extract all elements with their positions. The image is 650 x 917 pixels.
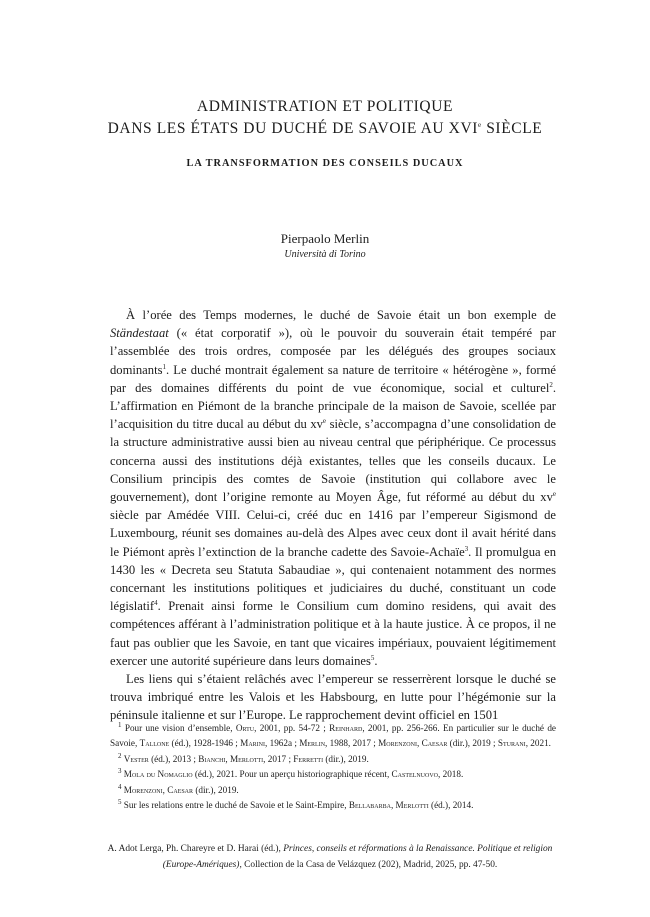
article-subtitle: LA TRANSFORMATION DES CONSEILS DUCAUX: [186, 158, 464, 169]
paragraph-2: Les liens qui s’étaient relâchés avec l’empereur se resserrèrent lorsque le duché se trouva imbriqué entre les Valois et les Habsbourg, en lutte pour l’hégémonie sur la péninsule italienne et sur l’Europe. Le rapprochement devint officiel en 1501: [110, 672, 556, 723]
footnote-ref-2[interactable]: 2: [549, 380, 553, 389]
article-title-line-2: [0, 120, 650, 138]
title-line-2-text: DANS LES ÉTATS DU DUCHÉ DE SAVOIE AU XVIe SIÈCLE: [107, 120, 543, 137]
term-standestaat: Ständestaat: [110, 326, 169, 341]
footnote-ref-3[interactable]: 3: [464, 544, 469, 553]
century-superscript: e: [478, 120, 482, 129]
footnote-ref-4[interactable]: 4: [154, 599, 158, 608]
footnote-5: $^5$ Sur les relations entre le duché de Savoie et le Saint-Empire, Bellabarba, Merlotti (éd.), 2014.: [118, 797, 474, 811]
footnote-1: $^1$ Pour une vision d’ensemble, Ortu, 2001, pp. 54-72 ; Reinhard, 2001, pp. 256-266. En particulier sur le duché de Savoie, Tallone (éd.), 1928-1946 ; Marini, 1962a ; Merlin, 1988, 2017 ; Morenzoni, Caesar (dir.), 2019 ; Sturani, 2021.: [110, 720, 556, 749]
paragraph-1: À l’orée des Temps modernes, le duché de Savoie était un bon exemple de Ständestaat (« état corporatif »), où le pouvoir du souverain était tempéré par l’assemblée des trois ordres, composée par les délégués des groupes sociaux dominants$^1$. Le duché montrait également sa nature de territoire « hétérogène », formé par des domaines différents du point de vue économique, social et culturel$^2$. L’affirmation en Piémont de la branche principale de la maison de Savoie, scellée par l’acquisition du titre ducal au début du $xv^e$ siècle, s’accompagna d’une consolidation de la structure administrative aussi bien au niveau central que périphérique. Ce processus concerna aussi des institutions déjà existantes, telles que les conseils ducaux. Le Consilium principis des comtes de Savoie (institution qui collabore avec le gouvernement), dont l’origine remonte au Moyen Âge, fut réformé au début du $xv^e$ siècle par Amédée VIII. Celui-ci, créé duc en 1416 par l’empereur Sigismond de Luxembourg, réunit ses domaines au-delà des Alpes avec ceux dont il avait hérité dans le Piémont après l’extinction de la branche cadette des Savoie-Achaïe$^3$. Il promulgua en 1430 les « Decreta seu Statuta Sabaudiae », qui contenaient notamment des normes concernant les institutions politiques et judiciaires du duché, constituant un code législatif$^4$. Prenait ainsi forme le Consilium cum domino residens, qui avait des compétences afférant à l’administration politique et à la haute justice. À ce propos, il ne faut pas oublier que les Savoie, en tant que vicaires impériaux, pouvaient légitimement exercer une autorité supérieure dans leurs domaines$^5$.: [110, 308, 556, 668]
author-affiliation: Università di Torino: [284, 249, 366, 260]
author-name: Pierpaolo Merlin: [280, 231, 370, 246]
footnote-4: $^4$ Morenzoni, Caesar (dir.), 2019.: [118, 782, 239, 795]
footnote-3: $^3$ Mola du Nomaglio (éd.), 2021. Pour un aperçu historiographique récent, Castelnuovo, 2018.: [118, 767, 464, 780]
footnote-ref-5[interactable]: 5: [370, 653, 375, 662]
article-title-line-1: ADMINISTRATION ET POLITIQUE: [196, 98, 454, 115]
book-title: Princes, conseils et réformations à la Renaissance. Politique et religion (Europe-Amériques): [162, 844, 553, 870]
article-body: [110, 306, 556, 725]
footnote-ref-1[interactable]: 1: [162, 362, 166, 371]
footnote-2: $^2$ Vester (éd.), 2013 ; Bianchi, Merlotti, 2017 ; Ferretti (dir.), 2019.: [118, 751, 369, 764]
footnotes: [110, 721, 556, 813]
book-citation: A. Adot Lerga, Ph. Chareyre et D. Harai (éd.), Princes, conseils et réformations à la Renaissance. Politique et religion (Europe-Amériques), Collection de la Casa de Velázquez (202), Madrid, 2025, pp. 47-50.: [107, 844, 553, 870]
